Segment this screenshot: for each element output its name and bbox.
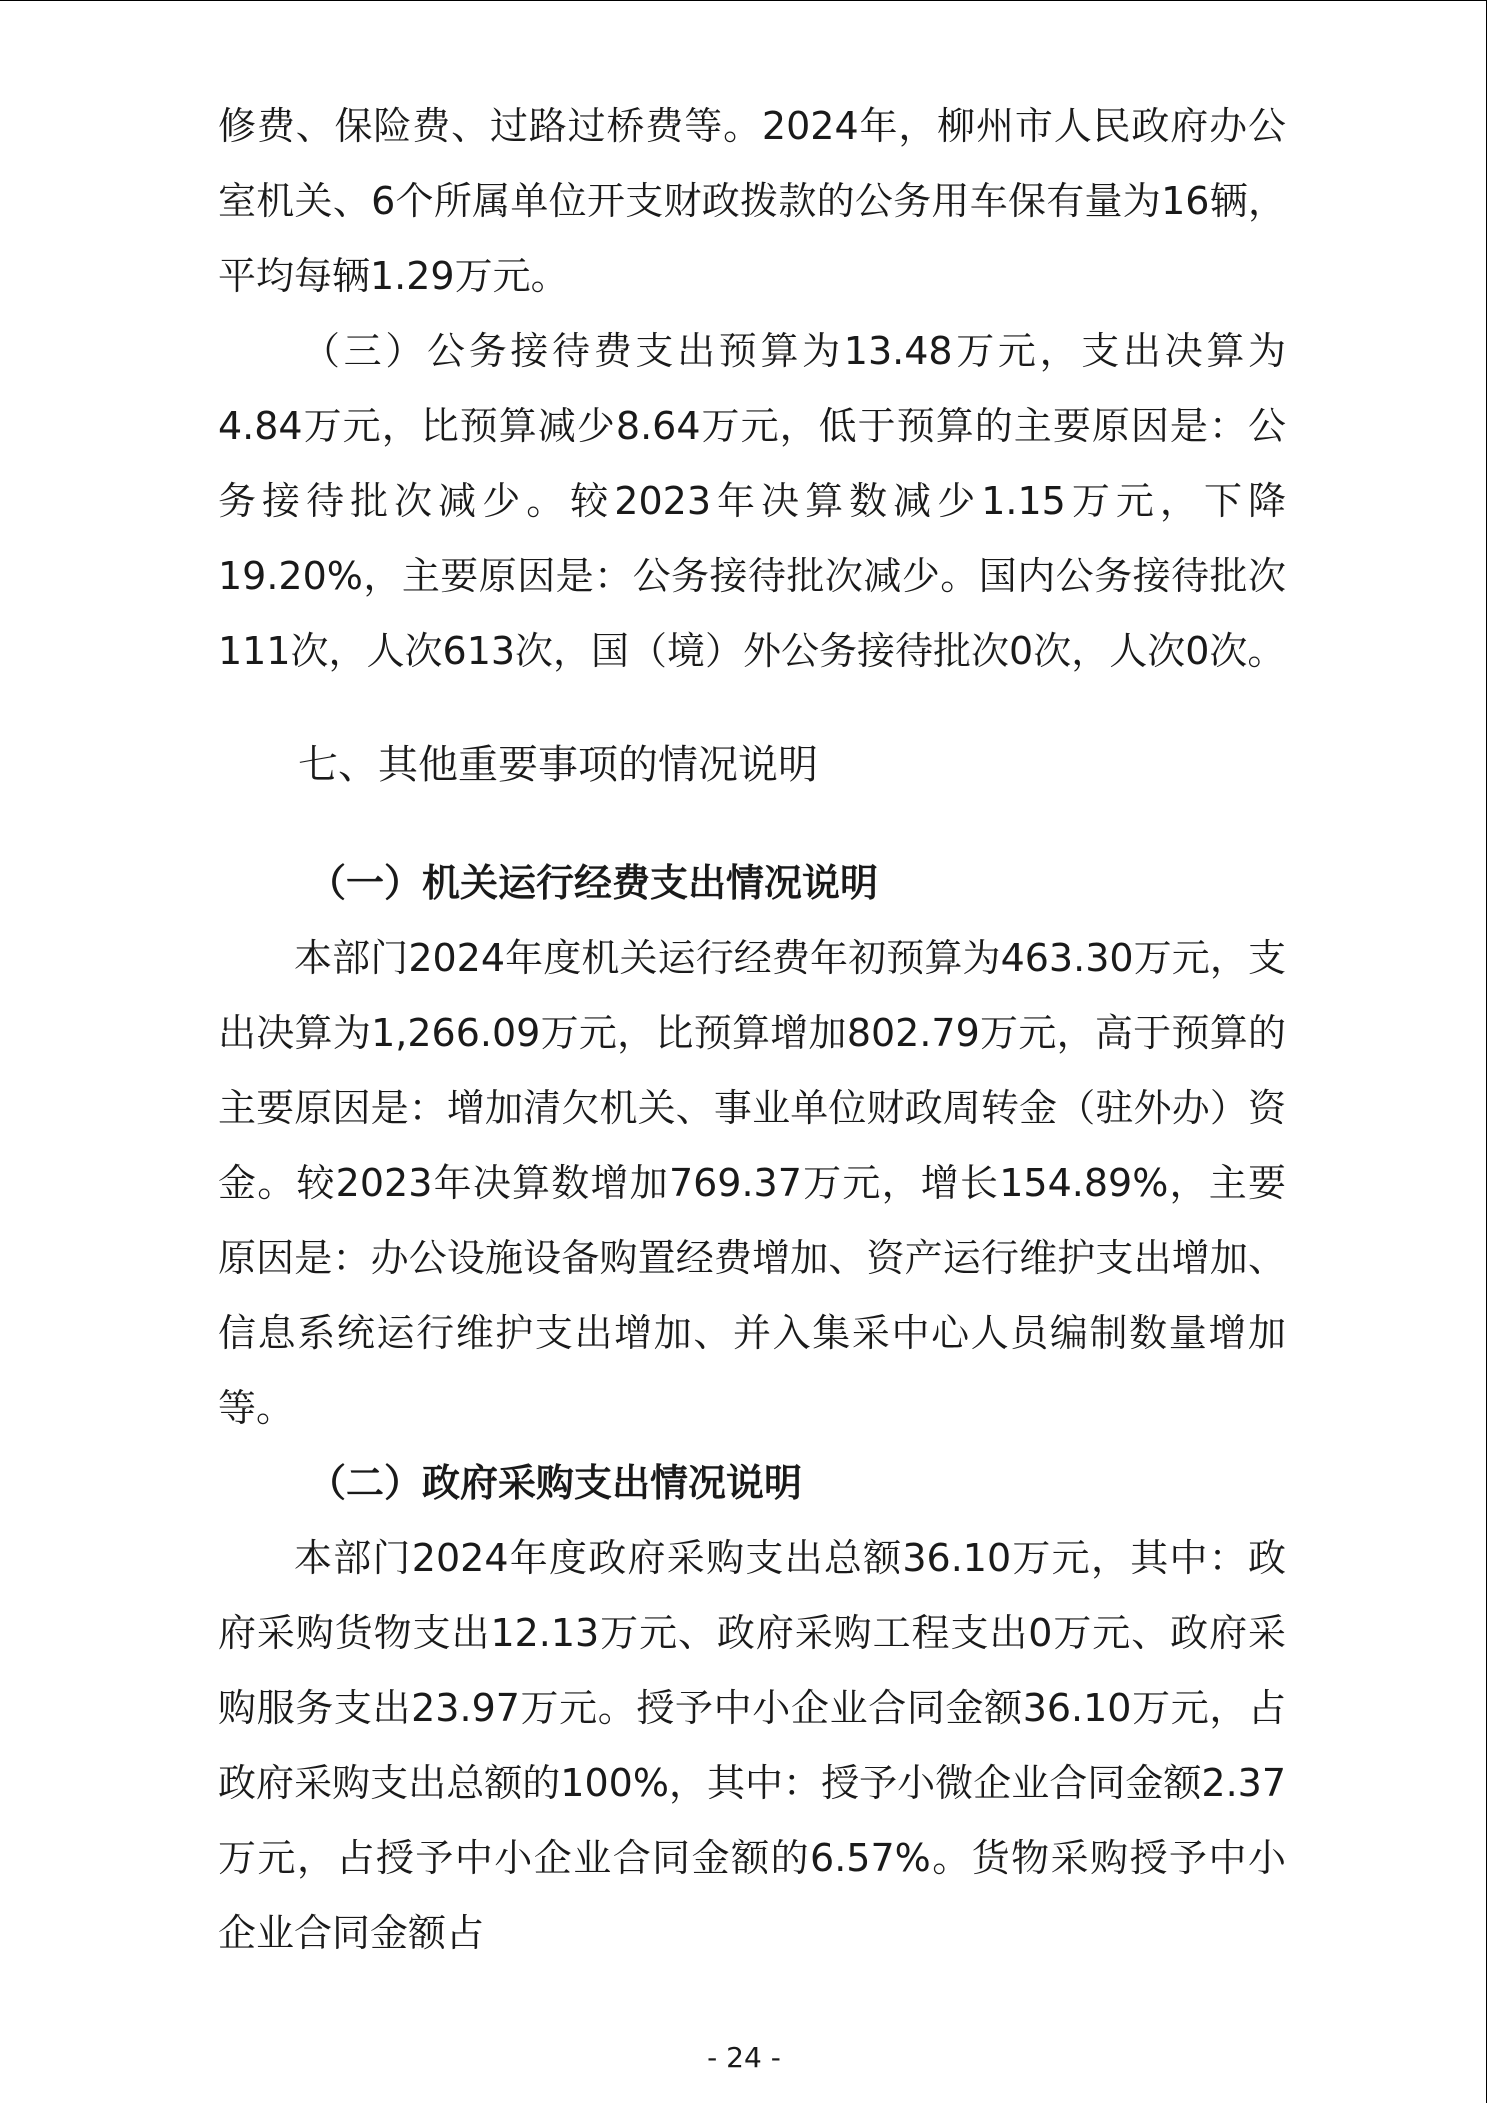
subheading-procurement: （二）政府采购支出情况说明 (308, 1461, 803, 1505)
section-heading: 七、其他重要事项的情况说明 (298, 742, 818, 788)
paragraph-vehicle-summary: 修费、保险费、过路过桥费等。2024年，柳州市人民政府办公室机关、6个所属单位开支财政拨款的公务用车保有量为16辆，平均每辆1.29万元。 (218, 104, 1286, 298)
page-number: - 24 - (707, 2041, 781, 2074)
paragraph-reception-expense: （三）公务接待费支出预算为13.48万元，支出决算为4.84万元，比预算减少8.64万元，低于预算的主要原因是：公务接待批次减少。较2023年决算数减少1.15万元，下降19.20%，主要原因是：公务接待批次减少。国内公务接待批次111次，人次613次，国（境）外公务接待批次0次，人次0次。 (218, 329, 1286, 673)
paragraph-procurement: 本部门2024年度政府采购支出总额36.10万元，其中：政府采购货物支出12.13万元、政府采购工程支出0万元、政府采购服务支出23.97万元。授予中小企业合同金额36.10万元，占政府采购支出总额的100%，其中：授予小微企业合同金额2.37万元，占授予中小企业合同金额的6.57%。货物采购授予中小企业合同金额占 (218, 1536, 1286, 1955)
body-text-top (218, 89, 1286, 689)
subheading-operating-expense: （一）机关运行经费支出情况说明 (308, 861, 879, 905)
body-text-bottom (218, 846, 1286, 1971)
paragraph-operating-expense: 本部门2024年度机关运行经费年初预算为463.30万元，支出决算为1,266.09万元，比预算增加802.79万元，高于预算的主要原因是：增加清欠机关、事业单位财政周转金（驻外办）资金。较2023年决算数增加769.37万元，增长154.89%，主要原因是：办公设施设备购置经费增加、资产运行维护支出增加、信息系统运行维护支出增加、并入集采中心人员编制数量增加等。 (218, 936, 1286, 1430)
